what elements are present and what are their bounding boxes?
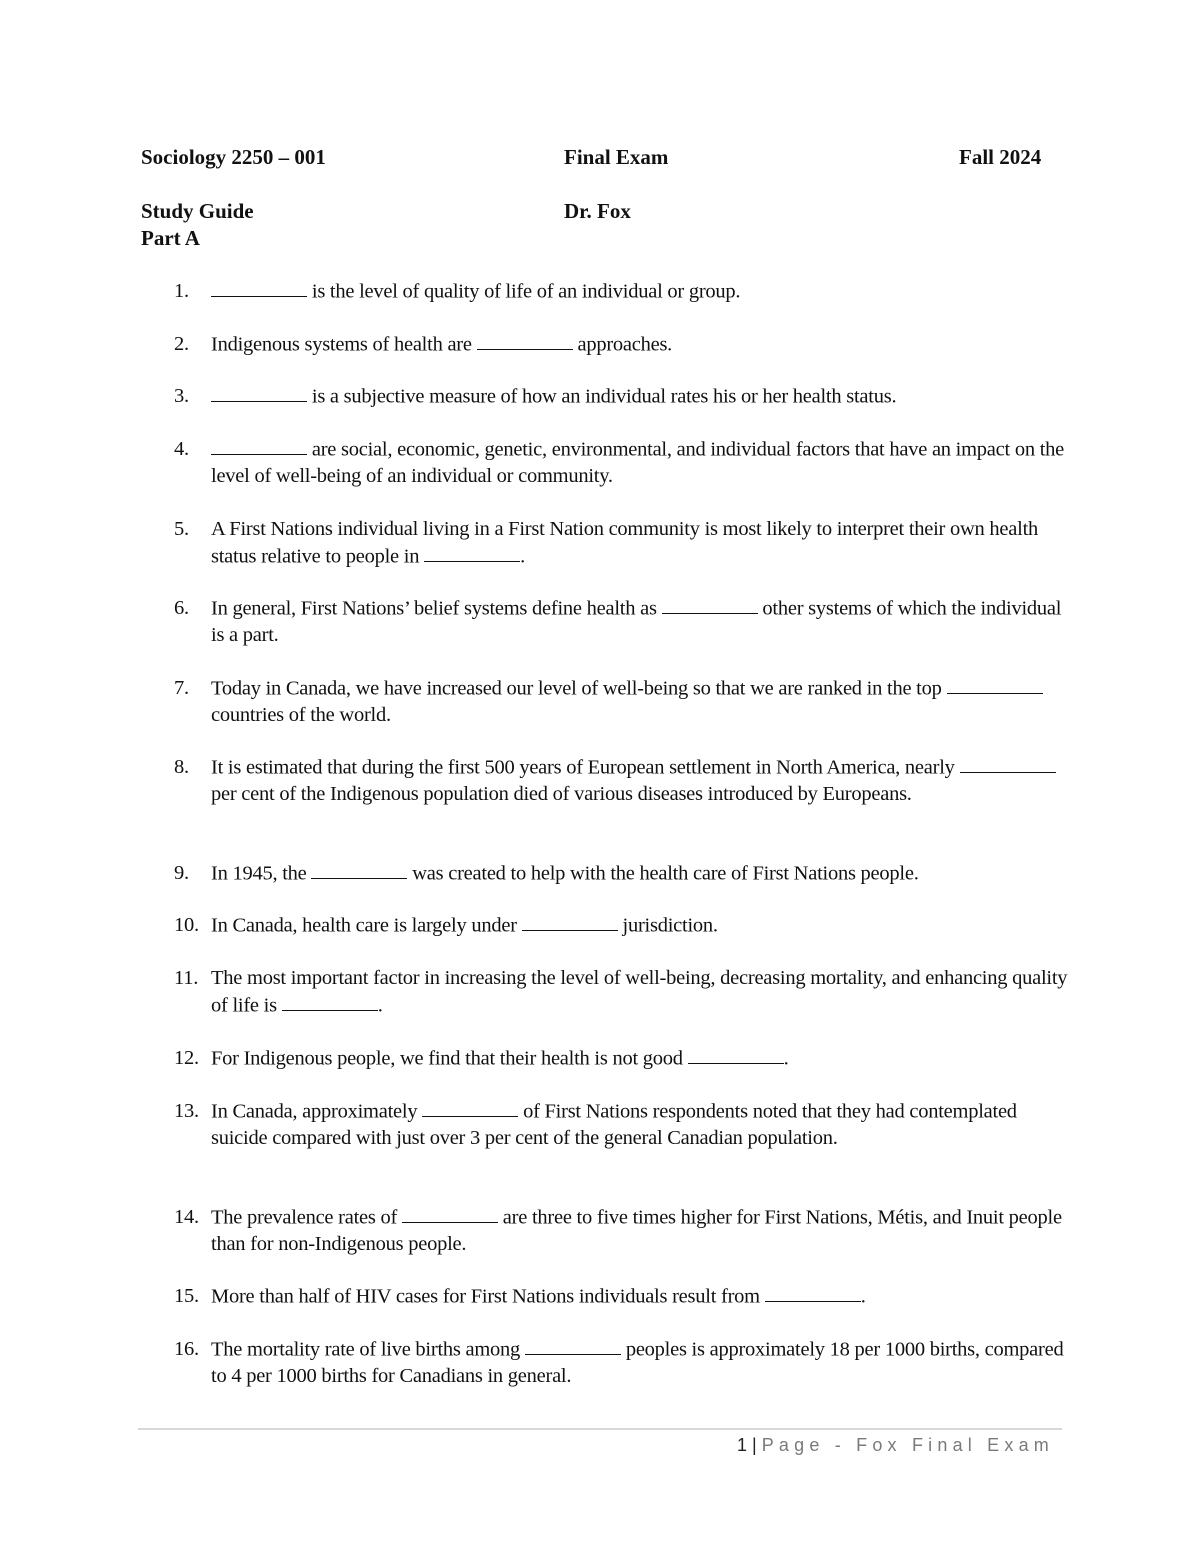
question-text: More than half of HIV cases for First Nations individuals result from .: [211, 1283, 1074, 1310]
question-number: 14.: [174, 1206, 199, 1228]
footer-divider: [138, 1428, 1062, 1430]
answer-blank: [525, 1336, 621, 1355]
question-item: [174, 516, 1074, 569]
answer-blank: [282, 992, 378, 1011]
answer-blank: [211, 278, 307, 297]
question-number: 1.: [174, 280, 189, 302]
question-text: Indigenous systems of health are approaches.: [211, 331, 1074, 358]
question-item: [174, 278, 1074, 305]
question-text: A First Nations individual living in a First Nation community is most likely to interpret their own health status relative to people in .: [211, 518, 1039, 567]
question-item: [174, 436, 1074, 489]
question-item: [174, 1204, 1074, 1257]
question-text: The most important factor in increasing the level of well-being, decreasing mortality, and enhancing quality of life is .: [211, 967, 1068, 1016]
question-text: The prevalence rates of are three to five times higher for First Nations, Métis, and Inuit people than for non-Indigenous people.: [211, 1204, 1074, 1257]
answer-blank: [477, 331, 573, 350]
question-text: is a subjective measure of how an individual rates his or her health status.: [211, 383, 1074, 410]
exam-title: Final Exam: [564, 145, 669, 169]
answer-blank: [960, 754, 1056, 773]
question-number: 10.: [174, 914, 199, 936]
question-item: [174, 675, 1074, 728]
question-text: is the level of quality of life of an individual or group.: [211, 278, 1074, 305]
question-text: The mortality rate of live births among peoples is approximately 18 per 1000 births, compared to 4 per 1000 births for Canadians in general.: [211, 1336, 1074, 1389]
answer-blank: [311, 860, 407, 879]
question-item: [174, 754, 1074, 807]
answer-blank: [765, 1283, 861, 1302]
page-number: 1: [737, 1435, 748, 1455]
question-text: In Canada, approximately of First Nations respondents noted that they had contemplated suicide compared with just over 3 per cent of the general Canadian population.: [211, 1098, 1074, 1151]
answer-blank: [662, 595, 758, 614]
question-number: 15.: [174, 1285, 199, 1307]
answer-blank: [211, 436, 307, 455]
question-number: 11.: [174, 967, 199, 989]
question-item: [174, 331, 1074, 358]
question-number: 6.: [174, 597, 189, 619]
question-number: 5.: [174, 518, 189, 540]
answer-blank: [211, 383, 307, 402]
question-text: Today in Canada, we have increased our level of well-being so that we are ranked in the top countries of the world.: [211, 675, 1074, 728]
answer-blank: [522, 912, 618, 931]
question-item: [174, 383, 1074, 410]
study-guide-label: Study Guide: [141, 199, 254, 223]
question-number: 13.: [174, 1100, 199, 1122]
part-label: Part A: [141, 226, 200, 250]
answer-blank: [688, 1045, 784, 1064]
question-number: 12.: [174, 1047, 199, 1069]
question-text: For Indigenous people, we find that their health is not good .: [211, 1045, 1074, 1072]
question-text: In Canada, health care is largely under jurisdiction.: [211, 912, 1074, 939]
question-item: [174, 595, 1074, 648]
footer-separator: |: [747, 1435, 762, 1455]
page-footer: [737, 1433, 1054, 1457]
question-item: [174, 860, 1074, 887]
question-item: [174, 965, 1074, 1018]
question-text: In general, First Nations’ belief systems define health as other systems of which the individual is a part.: [211, 595, 1074, 648]
question-text: It is estimated that during the first 500 years of European settlement in North America, nearly per cent of the Indigenous population died of various diseases introduced by Europeans.: [211, 754, 1074, 807]
answer-blank: [422, 1098, 518, 1117]
question-number: 8.: [174, 756, 189, 778]
question-number: 3.: [174, 385, 189, 407]
question-item: [174, 912, 1074, 939]
answer-blank: [947, 675, 1043, 694]
question-number: 9.: [174, 862, 189, 884]
question-item: [174, 1336, 1074, 1389]
question-number: 2.: [174, 333, 189, 355]
answer-blank: [402, 1204, 498, 1223]
question-item: [174, 1098, 1074, 1151]
question-item: [174, 1283, 1074, 1310]
question-number: 16.: [174, 1338, 199, 1360]
course-title: Sociology 2250 – 001: [141, 145, 326, 169]
term-label: Fall 2024: [959, 145, 1042, 169]
footer-label: Page - Fox Final Exam: [761, 1435, 1054, 1455]
question-text: In 1945, the was created to help with the health care of First Nations people.: [211, 860, 1074, 887]
question-number: 4.: [174, 438, 189, 460]
question-number: 7.: [174, 677, 189, 699]
answer-blank: [424, 543, 520, 562]
question-item: [174, 1045, 1074, 1072]
instructor-name: Dr. Fox: [564, 199, 631, 223]
question-text: are social, economic, genetic, environmental, and individual factors that have an impact on the level of well-being of an individual or community.: [211, 436, 1074, 489]
